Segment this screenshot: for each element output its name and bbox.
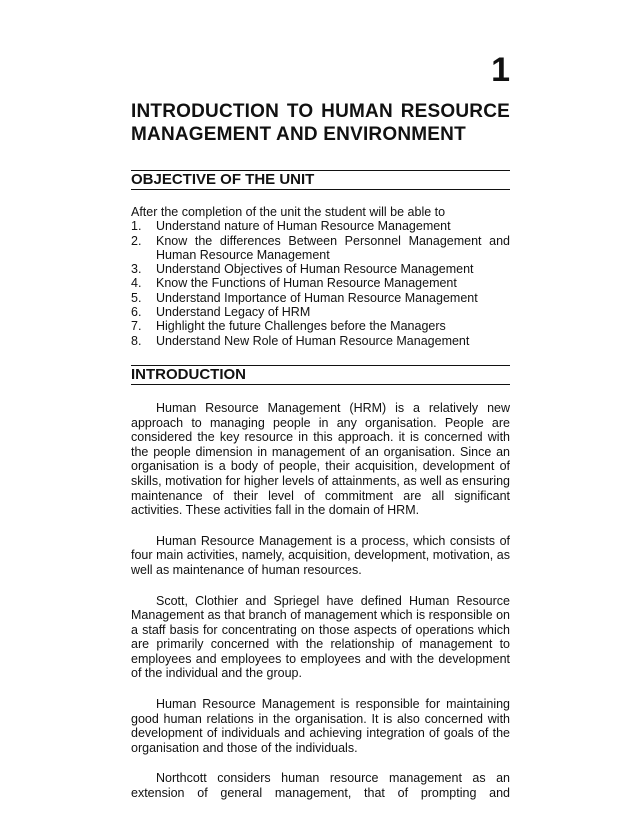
paragraph: Human Resource Management (HRM) is a relatively new approach to managing people in any organisation. People are considered the key resource in this approach. it is concerned with the people dimension in management of an organisation. Since an organisation is a body of people, their acquisition, development of skills, motivation for higher levels of attainments, as well as ensuring maintenance of their level of commitment are all significant activities. These activities fall in the domain of HRM. xyxy=(131,400,510,518)
list-item xyxy=(131,305,510,319)
list-item-number: 2. xyxy=(131,233,142,248)
document-page xyxy=(131,50,510,801)
list-item-number: 8. xyxy=(131,333,142,348)
list-item-text: Know the Functions of Human Resource Management xyxy=(156,276,457,291)
list-item xyxy=(131,334,510,348)
chapter-title: INTRODUCTION TO HUMAN RESOURCE MANAGEMENT AND ENVIRONMENT xyxy=(131,101,510,145)
list-item-text: Understand Importance of Human Resource Management xyxy=(156,290,478,305)
paragraph: Human Resource Management is a process, which consists of four main activities, namely, acquisition, development, motivation, as well as maintenance of human resources. xyxy=(131,533,510,577)
paragraph: Northcott considers human resource management as an extension of general management, that of prompting and xyxy=(131,771,510,801)
list-item-text: Highlight the future Challenges before the Managers xyxy=(156,319,446,334)
list-item-text: Understand New Role of Human Resource Management xyxy=(156,333,470,348)
objectives-lead: After the completion of the unit the student will be able to xyxy=(131,205,446,219)
list-item xyxy=(131,319,510,333)
list-item-number: 1. xyxy=(131,219,142,234)
list-item-number: 4. xyxy=(131,276,142,291)
objectives-heading: OBJECTIVE OF THE UNIT xyxy=(131,170,510,190)
list-item-number: 5. xyxy=(131,290,142,305)
list-item xyxy=(131,234,510,263)
list-item xyxy=(131,291,510,305)
list-item-number: 6. xyxy=(131,305,142,320)
paragraph: Scott, Clothier and Spriegel have defined Human Resource Management as that branch of management which is responsible on a staff basis for concentrating on those aspects of operations which are primarily concerned with the relationship of management to employees and employees to employees and with the development of the individual and the group. xyxy=(131,593,510,681)
objectives-list xyxy=(131,219,510,348)
list-item-text: Know the differences Between Personnel Management and Human Resource Management xyxy=(156,233,510,262)
introduction-heading: INTRODUCTION xyxy=(131,365,510,385)
paragraph: Human Resource Management is responsible for maintaining good human relations in the organisation. It is also concerned with development of individuals and achieving integration of goals of the organisation and those of the individuals. xyxy=(131,697,510,755)
list-item-text: Understand Objectives of Human Resource Management xyxy=(156,262,474,277)
list-item xyxy=(131,219,510,233)
list-item-number: 7. xyxy=(131,319,142,334)
list-item-text: Understand Legacy of HRM xyxy=(156,305,311,320)
list-item-text: Understand nature of Human Resource Management xyxy=(156,219,451,234)
list-item-number: 3. xyxy=(131,262,142,277)
chapter-number: 1 xyxy=(491,51,510,89)
list-item xyxy=(131,276,510,290)
list-item xyxy=(131,262,510,276)
